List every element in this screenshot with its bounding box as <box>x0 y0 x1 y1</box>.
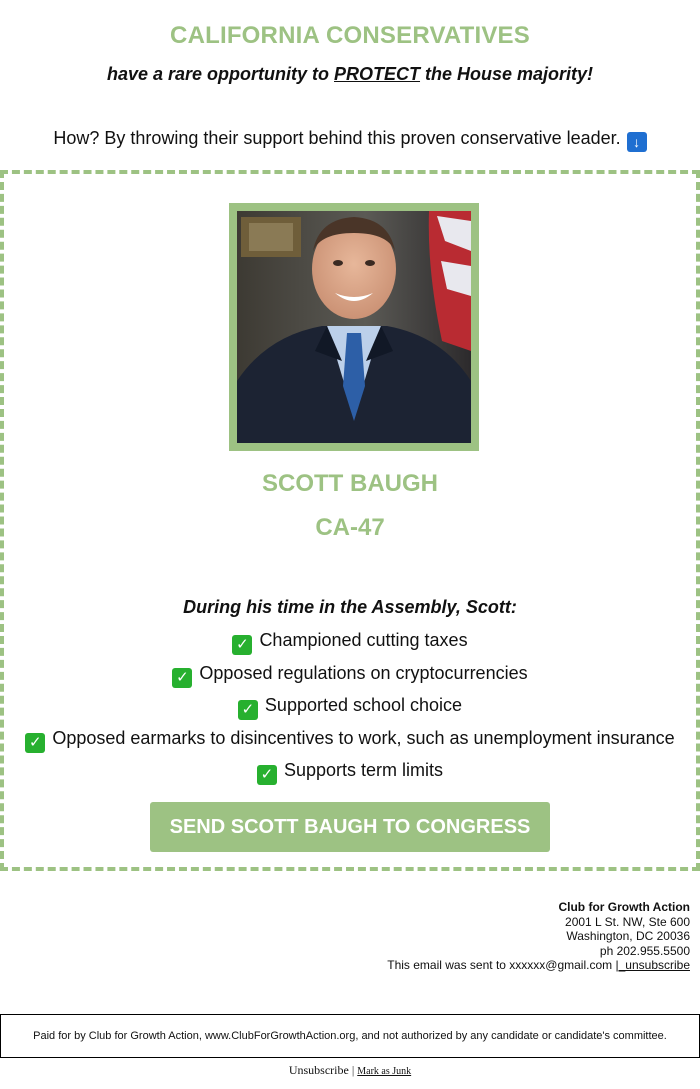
check-mark-icon: ✓ <box>257 765 277 785</box>
subtitle-lead: have a rare opportunity to <box>106 64 334 84</box>
candidate-card <box>0 170 700 871</box>
record-intro: During his time in the Assembly, Scott: <box>183 597 517 617</box>
check-mark-icon: ✓ <box>238 700 258 720</box>
phone-number: ph 202.955.5500 <box>599 943 690 958</box>
record-text: Supports term limits <box>283 760 444 780</box>
intro-line <box>0 128 700 152</box>
recipient-email: xxxxxx@gmail.com <box>509 958 613 972</box>
street-address: 2001 L St. NW, Ste 600 <box>565 914 690 929</box>
down-arrow-icon: ↓ <box>627 132 647 152</box>
record-text: Opposed regulations on cryptocurrencies <box>199 662 528 683</box>
record-list <box>4 627 696 790</box>
header-subtitle <box>0 64 700 85</box>
list-item <box>4 660 696 693</box>
candidate-district: CA-47 <box>315 514 385 541</box>
candidate-photo-frame[interactable] <box>229 203 479 451</box>
sent-to-line <box>387 958 690 973</box>
list-item <box>4 725 696 758</box>
paid-for-disclaimer: Paid for by Club for Growth Action, www.ClubForGrowthAction.org, and not authorized by any candidate or candidate's committee. <box>0 1014 700 1058</box>
sent-to-prefix: This email was sent to <box>387 958 510 972</box>
sender-address <box>387 900 690 973</box>
unsubscribe-link[interactable]: |_unsubscribe <box>615 958 690 972</box>
candidate-photo[interactable] <box>237 211 471 443</box>
city-address: Washington, DC 20036 <box>566 929 690 943</box>
check-mark-icon: ✓ <box>172 668 192 688</box>
send-to-congress-button[interactable]: SEND SCOTT BAUGH TO CONGRESS <box>150 802 550 852</box>
bottom-unsubscribe-link[interactable]: Unsubscribe <box>288 1063 349 1077</box>
header-title: CALIFORNIA CONSERVATIVES <box>170 22 530 49</box>
link-separator: | <box>351 1063 355 1077</box>
subtitle-emphasis: PROTECT <box>334 64 421 84</box>
intro-text: How? By throwing their support behind this proven conservative leader. <box>53 128 621 148</box>
check-mark-icon: ✓ <box>25 733 45 753</box>
record-text: Championed cutting taxes <box>259 630 468 650</box>
subtitle-tail: the House majority! <box>420 64 594 84</box>
check-mark-icon: ✓ <box>232 635 252 655</box>
list-item <box>4 627 696 660</box>
mark-as-junk-link[interactable]: Mark as Junk <box>357 1066 412 1077</box>
org-name: Club for Growth Action <box>558 900 690 914</box>
list-item <box>4 757 696 790</box>
record-text: Opposed earmarks to disincentives to work, such as unemployment insurance <box>52 727 675 748</box>
bottom-links <box>0 1063 700 1078</box>
list-item <box>4 692 696 725</box>
record-text: Supported school choice <box>264 695 463 715</box>
candidate-name: SCOTT BAUGH <box>262 470 438 497</box>
